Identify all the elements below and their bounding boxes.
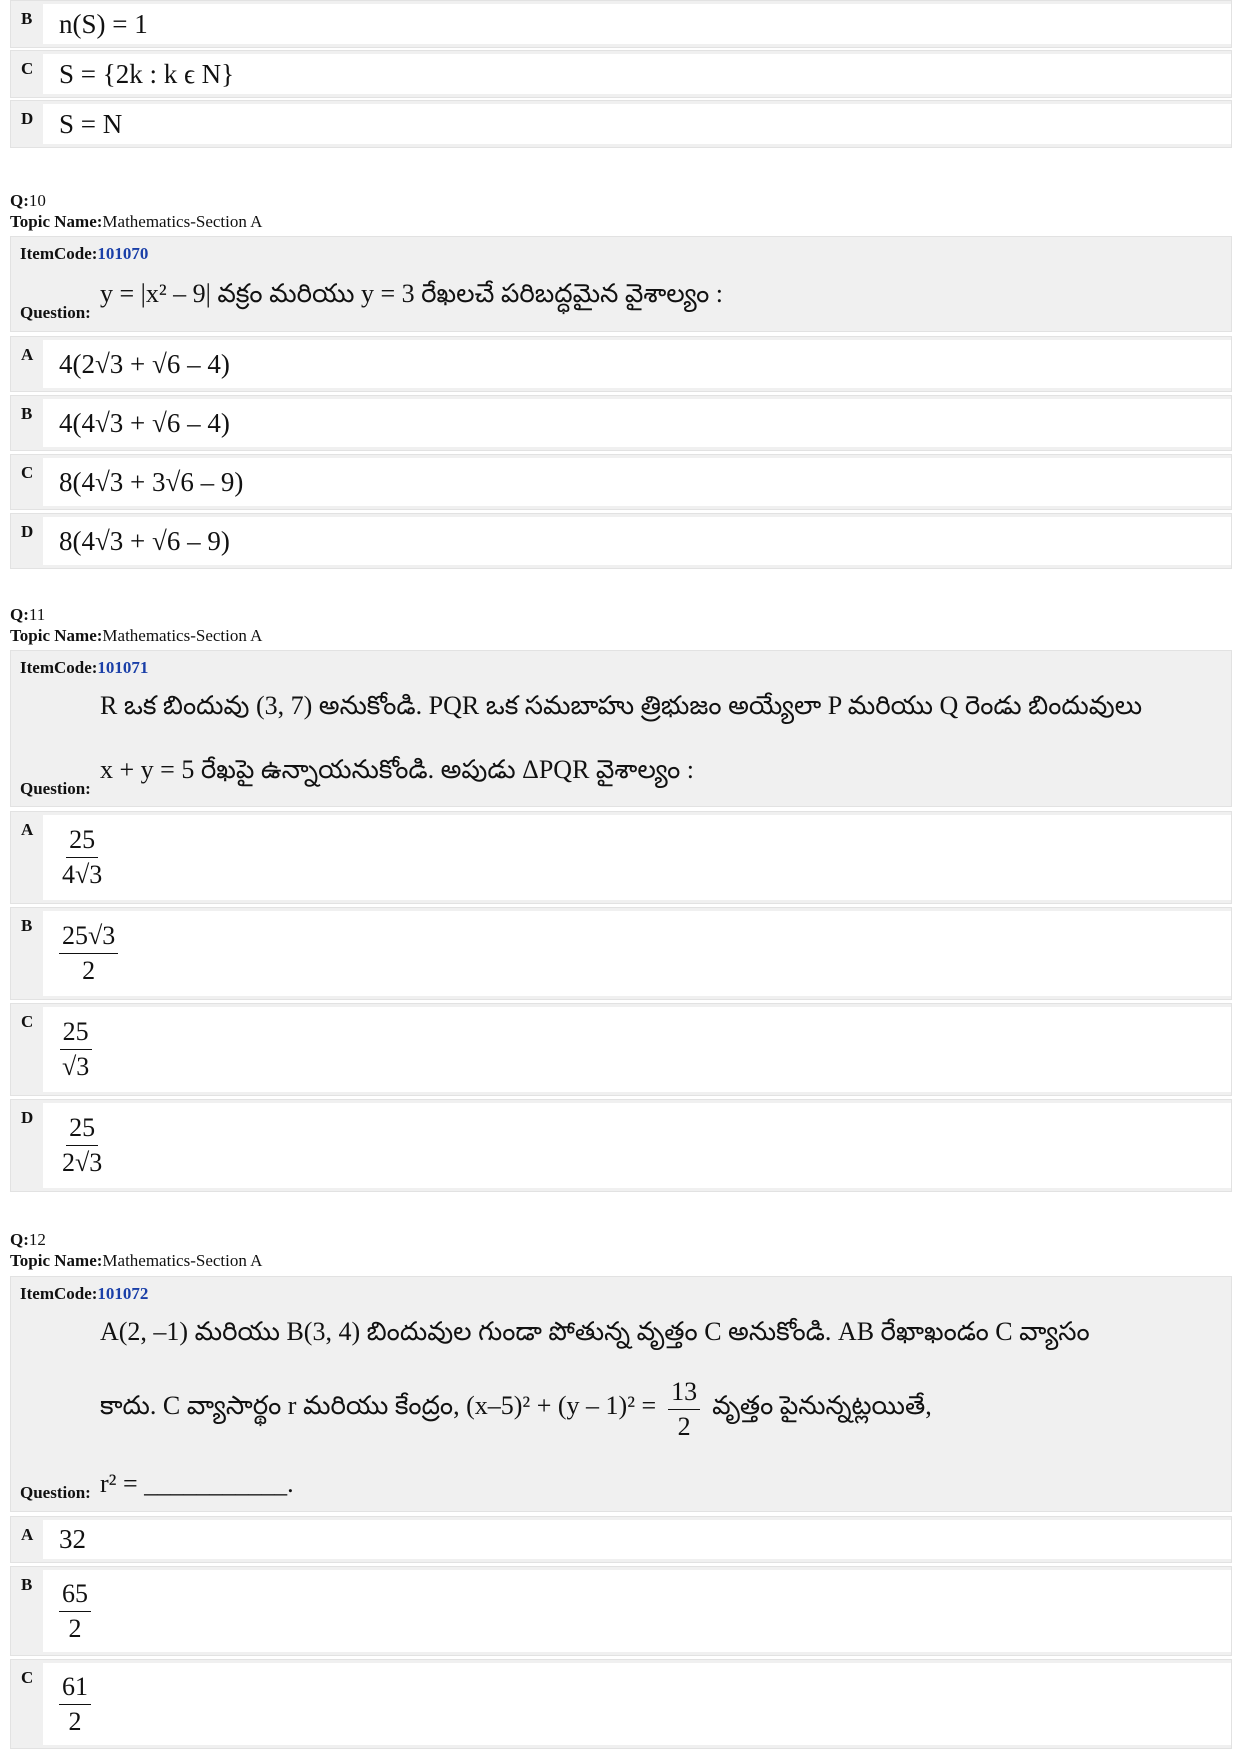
q10-header <box>10 190 262 232</box>
q11-header <box>10 604 262 646</box>
option-text: 8(4√3 + √6 – 9) <box>43 517 1231 565</box>
option-text: S = N <box>43 104 1231 144</box>
option-label: B <box>21 1575 33 1594</box>
topic-name: Mathematics-Section A <box>102 212 263 231</box>
q11-question-box <box>10 650 1232 807</box>
fraction: $\frac{25}{√3}$ <box>59 1017 92 1082</box>
option-label: C <box>21 59 34 78</box>
option-text: n(S) = 1 <box>43 4 1231 44</box>
option-label: C <box>21 1668 34 1687</box>
option-label: B <box>21 404 33 423</box>
question-number: 11 <box>28 605 46 624</box>
question-number: 12 <box>28 1230 46 1249</box>
q12-header <box>10 1229 262 1271</box>
option-label: C <box>21 1012 34 1031</box>
question-line-3: r² = ___________. <box>100 1469 294 1498</box>
option-label: D <box>21 522 34 541</box>
fraction: $\frac{61}{2}$ <box>59 1672 91 1737</box>
option-label: A <box>21 820 34 839</box>
topic-name: Mathematics-Section A <box>102 1251 263 1270</box>
q9-option-b[interactable] <box>10 0 1232 48</box>
q10-option-b[interactable] <box>10 395 1232 451</box>
q12-question-box <box>10 1276 1232 1512</box>
topic-label: Topic Name: <box>10 626 103 645</box>
q11-option-d[interactable] <box>10 1099 1232 1192</box>
q12-option-a[interactable] <box>10 1516 1232 1563</box>
item-code: ItemCode:101071 <box>20 658 149 677</box>
q11-option-a[interactable] <box>10 811 1232 904</box>
option-text: 32 <box>43 1520 1231 1559</box>
fraction: $\frac{65}{2}$ <box>59 1579 91 1644</box>
option-label: A <box>21 345 34 364</box>
option-label: D <box>21 109 34 128</box>
option-text: 4(2√3 + √6 – 4) <box>43 340 1231 388</box>
option-text <box>43 1570 1231 1652</box>
q-label: Q: <box>10 1230 29 1249</box>
question-line-2: x + y = 5 రేఖపై ఉన్నాయనుకోండి. అపుడు ΔPQR వైశాల్యం : <box>100 755 694 784</box>
question-line-1: A(2, –1) మరియు B(3, 4) బిందువుల గుండా పోతున్న వృత్తం C అనుకోండి. AB రేఖాఖండం C వ్యాసం <box>100 1317 1090 1346</box>
topic-label: Topic Name: <box>10 212 103 231</box>
question-line-2: కాదు. C వ్యాసార్థం r మరియు కేంద్రం, (x–5)² + (y – 1)² = $\frac{13}{2}$ వృత్తం పైనున్నట్లయితే, <box>100 1377 932 1441</box>
fraction: $\frac{25√3}{2}$ <box>59 921 118 986</box>
option-text: 8(4√3 + 3√6 – 9) <box>43 458 1231 506</box>
q10-question-box <box>10 236 1232 332</box>
question-label: Question: <box>20 303 91 322</box>
fraction: $\frac{25}{4√3}$ <box>62 825 103 889</box>
question-label: Question: <box>20 1483 91 1502</box>
question-label: Question: <box>20 779 91 798</box>
option-label: C <box>21 463 34 482</box>
option-text: S = {2k : k ϵ N} <box>43 54 1231 94</box>
fraction: $\frac{13}{2}$ <box>668 1377 700 1442</box>
option-label: B <box>21 9 33 28</box>
topic-name: Mathematics-Section A <box>102 626 263 645</box>
q9-option-c[interactable] <box>10 50 1232 98</box>
fraction: $\frac{25}{2√3}$ <box>62 1113 103 1177</box>
option-label: A <box>21 1525 34 1544</box>
question-text: y = |x² – 9| వక్రం మరియు y = 3 రేఖలచే పరిబద్ధమైన వైశాల్యం : <box>100 279 723 308</box>
q10-option-d[interactable] <box>10 513 1232 569</box>
q12-option-c[interactable] <box>10 1659 1232 1749</box>
q12-option-b[interactable] <box>10 1566 1232 1656</box>
q11-option-c[interactable] <box>10 1003 1232 1096</box>
option-text <box>43 1103 1231 1188</box>
option-label: D <box>21 1108 34 1127</box>
option-text: 4(4√3 + √6 – 4) <box>43 399 1231 447</box>
q-label: Q: <box>10 605 29 624</box>
q9-option-d[interactable] <box>10 100 1232 148</box>
item-code: ItemCode:101072 <box>20 1284 149 1303</box>
option-text <box>43 911 1231 996</box>
q-label: Q: <box>10 191 29 210</box>
q10-option-a[interactable] <box>10 336 1232 392</box>
option-text <box>43 1007 1231 1092</box>
option-text <box>43 1663 1231 1745</box>
option-text <box>43 815 1231 900</box>
q10-option-c[interactable] <box>10 454 1232 510</box>
q11-option-b[interactable] <box>10 907 1232 1000</box>
topic-label: Topic Name: <box>10 1251 103 1270</box>
option-label: B <box>21 916 33 935</box>
question-number: 10 <box>28 191 46 210</box>
question-line-1: R ఒక బిందువు (3, 7) అనుకోండి. PQR ఒక సమబాహు త్రిభుజం అయ్యేలా P మరియు Q రెండు బిందువులు <box>100 691 1143 720</box>
item-code: ItemCode:101070 <box>20 244 149 263</box>
